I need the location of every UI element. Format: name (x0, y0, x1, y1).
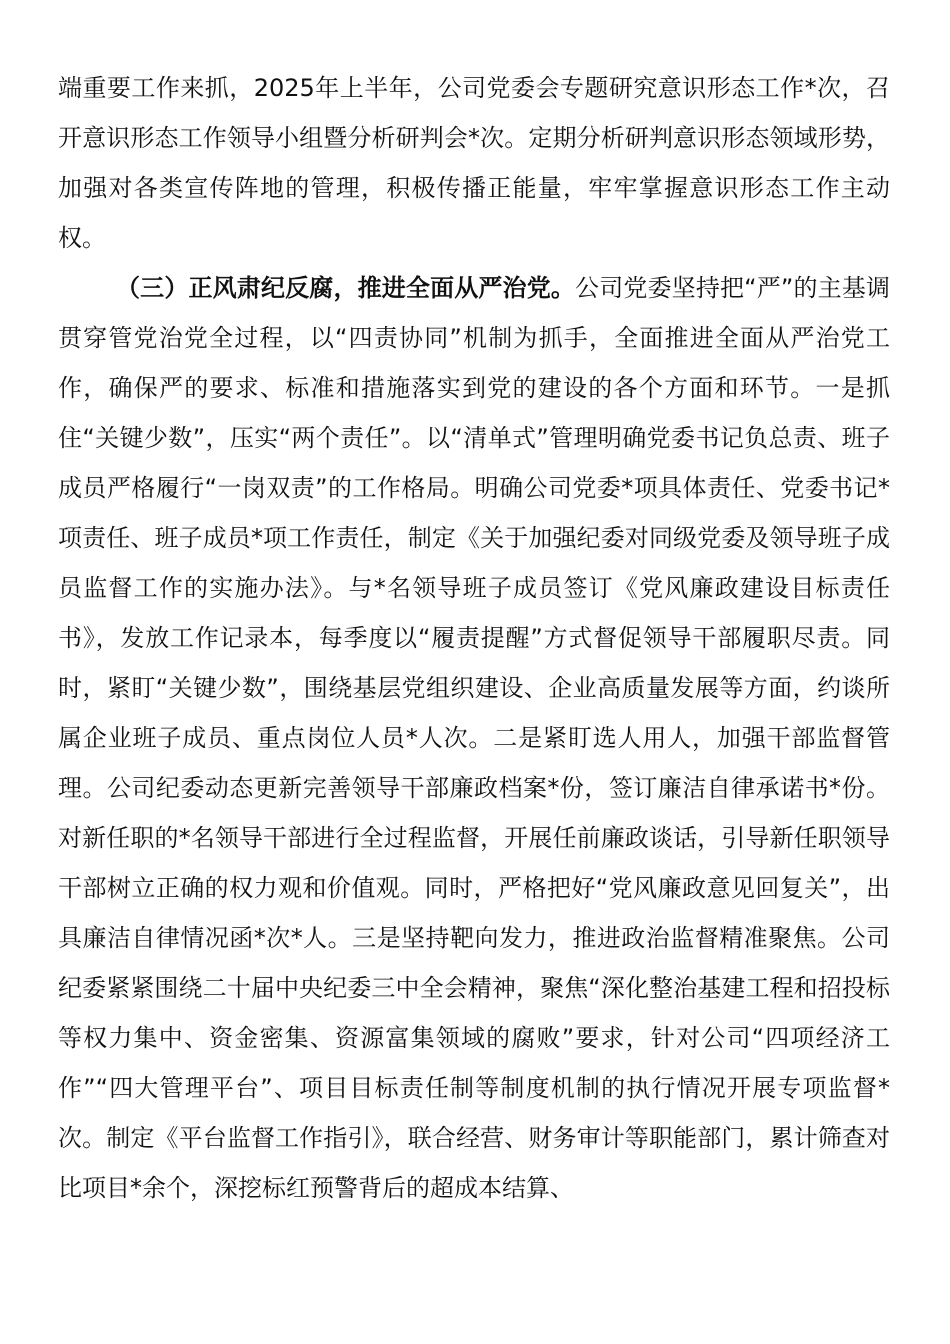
section-3-paragraph (58, 263, 890, 1213)
paragraph-ideology-work (58, 63, 890, 263)
section-3-body: 公司党委坚持把“严”的主基调贯穿管党治党全过程，以“四责协同”机制为抓手，全面推进全面从严治党工作，确保严的要求、标准和措施落实到党的建设的各个方面和环节。一是抓住“关键少数”，压实“两个责任”。以“清单式”管理明确党委书记负总责、班子成员严格履行“一岗双责”的工作格局。明确公司党委*项具体责任、党委书记*项责任、班子成员*项工作责任，制定《关于加强纪委对同级党委及领导班子成员监督工作的实施办法》。与*名领导班子成员签订《党风廉政建设目标责任书》，发放工作记录本，每季度以“履责提醒”方式督促领导干部履职尽责。同时，紧盯“关键少数”，围绕基层党组织建设、企业高质量发展等方面，约谈所属企业班子成员、重点岗位人员*人次。二是紧盯选人用人，加强干部监督管理。公司纪委动态更新完善领导干部廉政档案*份，签订廉洁自律承诺书*份。对新任职的*名领导干部进行全过程监督，开展任前廉政谈话，引导新任职领导干部树立正确的权力观和价值观。同时，严格把好“党风廉政意见回复关”，出具廉洁自律情况函*次*人。三是坚持靶向发力，推进政治监督精准聚焦。公司纪委紧紧围绕二十届中央纪委三中全会精神，聚焦“深化整治基建工程和招投标等权力集中、资金密集、资源富集领域的腐败”要求，针对公司“四项经济工作”“四大管理平台”、项目目标责任制等制度机制的执行情况开展专项监督*次。制定《平台监督工作指引》，联合经营、财务审计等职能部门，累计筛查对比项目*余个，深挖标红预警背后的超成本结算、 (58, 274, 890, 1202)
section-3-heading: （三）正风肃纪反腐，推进全面从严治党。 (116, 274, 576, 302)
document-page (58, 63, 890, 1213)
paragraph-text: 端重要工作来抓，2025年上半年，公司党委会专题研究意识形态工作*次，召开意识形态工作领导小组暨分析研判会*次。定期分析研判意识形态领域形势，加强对各类宣传阵地的管理，积极传播正能量，牢牢掌握意识形态工作主动权。 (58, 74, 890, 252)
